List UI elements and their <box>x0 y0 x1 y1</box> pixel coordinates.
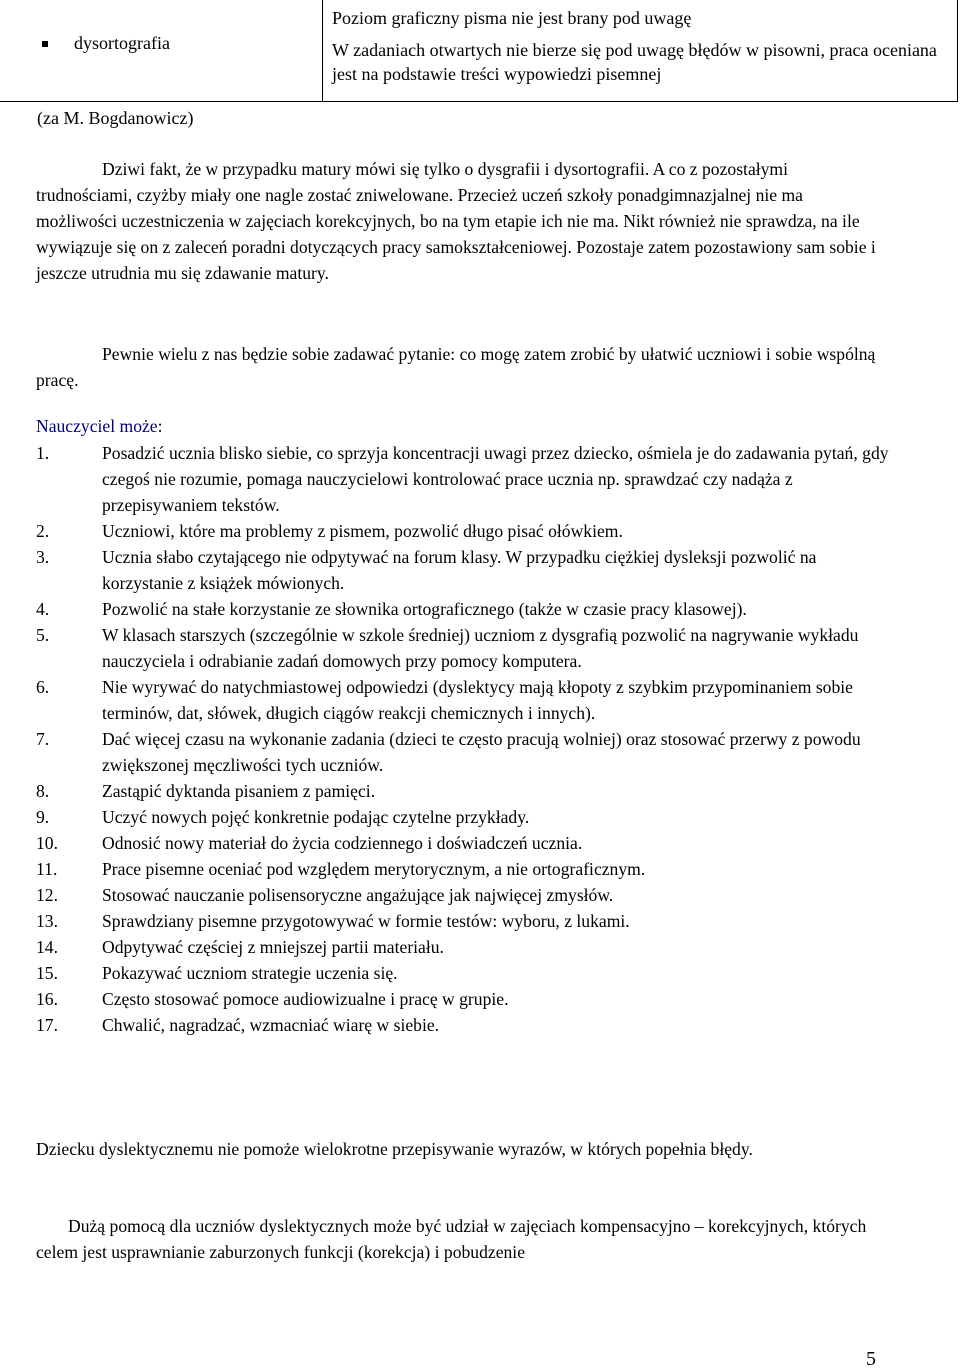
list-item <box>36 726 896 778</box>
list-text: Uczyć nowych pojęć konkretnie podając czytelne przykłady. <box>102 807 530 827</box>
list-item <box>36 622 896 674</box>
list-item <box>36 960 896 986</box>
list-text: Dać więcej czasu na wykonanie zadania (dzieci te często pracują wolniej) oraz stosować przerwy z powodu zwiększonej męczliwości tych uczniów. <box>102 729 861 775</box>
list-number: 5. <box>36 625 50 645</box>
list-item <box>36 778 896 804</box>
paragraph-compensation: Dużą pomocą dla uczniów dyslektycznych może być udział w zajęciach kompensacyjno – korekcyjnych, których celem jest usprawnianie zaburzonych funkcji (korekcja) i pobudzenie <box>36 1216 867 1262</box>
teacher-recommendations-list <box>36 440 896 1038</box>
square-bullet-icon <box>42 41 48 47</box>
criteria-line-2: W zadaniach otwartych nie bierze się pod uwagę błędów w pisowni, praca oceniana jest na podstawie treści wypowiedzi pisemnej <box>332 40 937 84</box>
list-number: 10. <box>36 833 58 853</box>
list-number: 11. <box>36 859 58 879</box>
list-text: Uczniowi, które ma problemy z pismem, pozwolić długo pisać ołówkiem. <box>102 521 623 541</box>
list-number: 12. <box>36 885 58 905</box>
list-text: Pozwolić na stałe korzystanie ze słownika ortograficznego (także w czasie pracy klasowej). <box>102 599 747 619</box>
list-text: Odnosić nowy materiał do życia codziennego i doświadczeń ucznia. <box>102 833 583 853</box>
list-item <box>36 596 896 622</box>
list-item <box>36 674 896 726</box>
list-number: 6. <box>36 677 50 697</box>
page-number: 5 <box>866 1348 876 1370</box>
list-text: Posadzić ucznia blisko siebie, co sprzyja koncentracji uwagi przez dziecko, ośmiela je do zadawania pytań, gdy czegoś nie rozumie, pomaga nauczycielowi kontrolować prace ucznia np. sprawdzać czy nadąża z przepisywaniem tekstów. <box>102 443 889 515</box>
list-number: 8. <box>36 781 50 801</box>
list-number: 16. <box>36 989 58 1009</box>
list-text: W klasach starszych (szczególnie w szkole średniej) uczniom z dysgrafią pozwolić na nagrywanie wykładu nauczyciela i odrabianie zadań domowych przy pomocy komputera. <box>102 625 859 671</box>
paragraph-copying: Dziecku dyslektycznemu nie pomoże wielokrotne przepisywanie wyrazów, w których popełnia błędy. <box>36 1139 753 1159</box>
list-number: 7. <box>36 729 50 749</box>
criteria-line-1: Poziom graficzny pisma nie jest brany pod uwagę <box>332 8 692 28</box>
list-item <box>36 882 896 908</box>
list-item <box>36 908 896 934</box>
list-text: Pokazywać uczniom strategie uczenia się. <box>102 963 398 983</box>
list-item <box>36 986 896 1012</box>
author-citation: (za M. Bogdanowicz) <box>37 108 194 128</box>
list-number: 17. <box>36 1015 58 1035</box>
list-number: 9. <box>36 807 50 827</box>
list-item <box>36 544 896 596</box>
list-item <box>36 518 896 544</box>
list-number: 4. <box>36 599 50 619</box>
list-item <box>36 1012 896 1038</box>
list-item <box>36 934 896 960</box>
list-item <box>36 830 896 856</box>
table-left-cell <box>0 0 323 102</box>
bullet-item <box>42 31 170 57</box>
list-text: Ucznia słabo czytającego nie odpytywać na forum klasy. W przypadku ciężkiej dysleksji pozwolić na korzystanie z książek mówionych. <box>102 547 817 593</box>
list-text: Sprawdziany pisemne przygotowywać w formie testów: wyboru, z lukami. <box>102 911 630 931</box>
table-right-cell <box>322 0 958 102</box>
list-number: 13. <box>36 911 58 931</box>
list-number: 2. <box>36 521 50 541</box>
paragraph-matura: Dziwi fakt, że w przypadku matury mówi się tylko o dysgrafii i dysortografii. A co z pozostałymi trudnościami, czyżby miały one nagle zostać zniwelowane. Przecież uczeń szkoły ponadgimnazjalnej nie ma możliwości uczestniczenia w zajęciach korekcyjnych, bo na tym etapie ich nie ma. Nikt również nie sprawdza, na ile wywiązuje się on z zaleceń poradni dotyczących pracy samokształceniowej. Pozostaje zatem pozostawiony sam sobie i jeszcze utrudnia mu się zdawanie matury. <box>36 159 876 283</box>
list-text: Zastąpić dyktanda pisaniem z pamięci. <box>102 781 376 801</box>
teacher-heading-colon: : <box>157 416 163 436</box>
list-number: 3. <box>36 547 50 567</box>
list-text: Często stosować pomoce audiowizualne i pracę w grupie. <box>102 989 509 1009</box>
list-number: 15. <box>36 963 58 983</box>
list-item <box>36 856 896 882</box>
list-text: Stosować nauczanie polisensoryczne angażujące jak najwięcej zmysłów. <box>102 885 614 905</box>
list-text: Prace pisemne oceniać pod względem merytorycznym, a nie ortograficznym. <box>102 859 646 879</box>
paragraph-question: Pewnie wielu z nas będzie sobie zadawać pytanie: co mogę zatem zrobić by ułatwić uczniowi i sobie wspólną pracę. <box>36 344 876 390</box>
teacher-heading <box>36 413 163 439</box>
teacher-heading-label: Nauczyciel może <box>36 416 158 436</box>
list-number: 14. <box>36 937 58 957</box>
list-text: Odpytywać częściej z mniejszej partii materiału. <box>102 937 444 957</box>
list-number: 1. <box>36 443 50 463</box>
list-item <box>36 440 896 518</box>
list-item <box>36 804 896 830</box>
list-text: Chwalić, nagradzać, wzmacniać wiarę w siebie. <box>102 1015 440 1035</box>
list-text: Nie wyrywać do natychmiastowej odpowiedzi (dyslektycy mają kłopoty z szybkim przypominaniem sobie terminów, dat, słówek, długich ciągów reakcji chemicznych i innych). <box>102 677 853 723</box>
disorder-label: dysortografia <box>74 33 170 53</box>
